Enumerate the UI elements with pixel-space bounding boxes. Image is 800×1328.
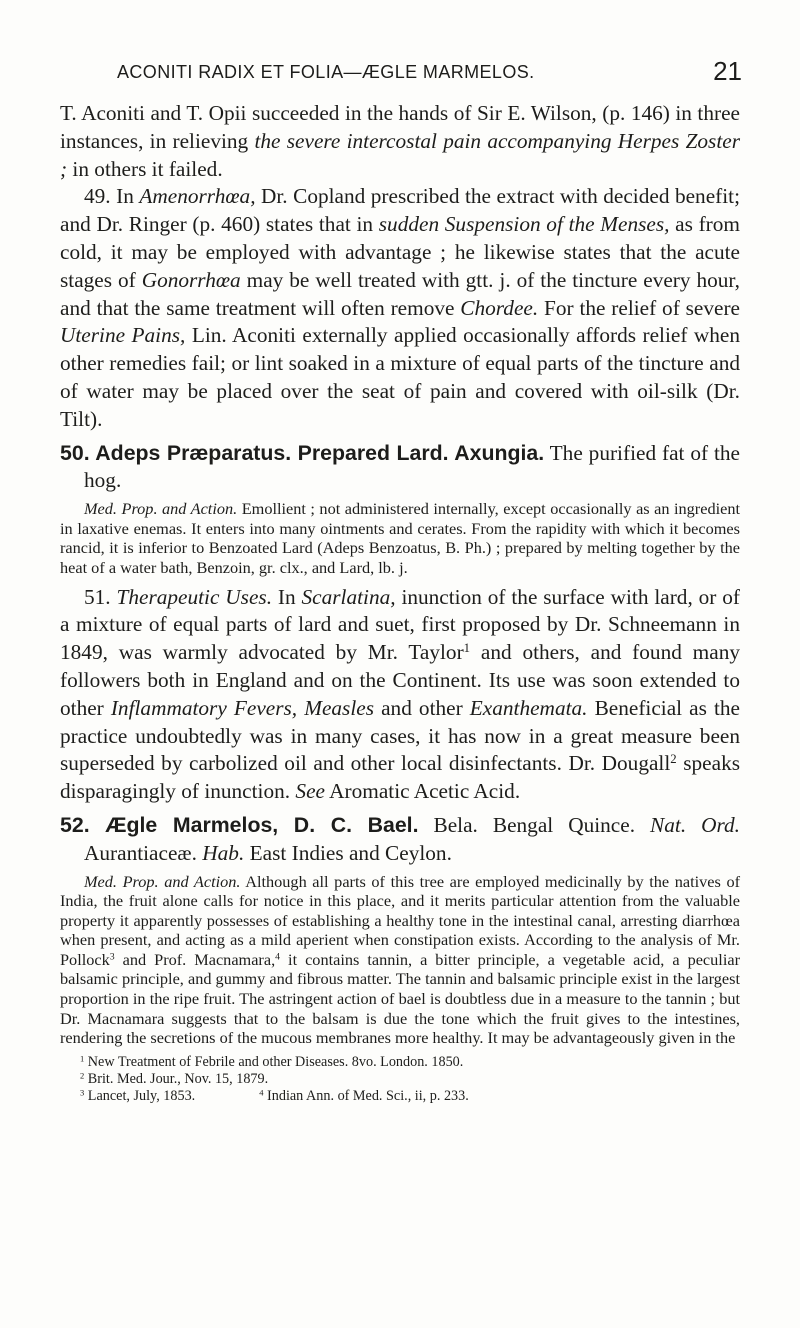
footnotes xyxy=(60,1054,740,1106)
footnote-ref: 2 xyxy=(670,752,677,767)
footnote: $^3$ Lancet, July, 1853. xyxy=(80,1087,196,1105)
running-title: ACONITI RADIX ET FOLIA—ÆGLE MARMELOS. xyxy=(117,62,535,82)
footnote: $^4$ Indian Ann. of Med. Sci., ii, p. 233. xyxy=(259,1087,469,1105)
paragraph-aconite-wilson: T. Aconiti and T. Opii succeeded in the hands of Sir E. Wilson, (p. 146) in three instances, in relieving the severe intercostal pain accompanying Herpes Zoster ; in others it failed. xyxy=(60,101,741,181)
body-text xyxy=(60,100,740,1105)
paragraph-51: 51. Therapeutic Uses. In Scarlatina, inunction of the surface with lard, or of a mixture of equal parts of lard and suet, first proposed by Dr. Schneemann in 1849, was warmly advocated by Mr. Taylor$^1$ and others, and found many followers both in England and on the Continent. Its use was soon extended to other Inflammatory Fevers, Measles and other Exanthemata. Beneficial as the practice undoubtedly was in many cases, it has now in a great measure been superseded by carbolized oil and other local disinfectants. Dr. Dougall$^2$ speaks disparagingly of inunction. See Aromatic Acetic Acid. xyxy=(60,584,740,804)
paragraph-49: 49. In Amenorrhœa, Dr. Copland prescribed the extract with decided benefit; and Dr. Ringer (p. 460) states that in sudden Suspension of the Menses, as from cold, it may be employed with advantage ; he likewise states that the acute stages of Gonorrhœa may be well treated with gtt. j. of the tincture every hour, and that the same treatment will often remove Chordee. For the relief of severe Uterine Pains, Lin. Aconiti externally applied occasionally affords relief when other remedies fail; or lint soaked in a mixture of equal parts of the tincture and of water may be placed over the seat of pain and covered with oil-silk (Dr. Tilt). xyxy=(60,184,741,431)
footnote: $^1$ New Treatment of Febrile and other Diseases. 8vo. London. 1850. xyxy=(80,1053,464,1070)
page-number: 21 xyxy=(713,56,742,86)
footnote: $^2$ Brit. Med. Jour., Nov. 15, 1879. xyxy=(80,1070,269,1088)
page-header xyxy=(60,56,742,90)
footnote-ref: 4 xyxy=(275,951,281,963)
footnote-ref: 3 xyxy=(109,951,115,963)
section-heading: 50. Adeps Præparatus. Prepared Lard. Axungia. xyxy=(60,440,545,465)
footnote-ref: 1 xyxy=(463,641,471,656)
footnote-row xyxy=(80,1088,740,1105)
paragraph-52-med-prop: Med. Prop. and Action. Although all parts of this tree are employed medicinally by the natives of India, the fruit alone calls for notice in this place, and it merits particular attention from the valuable property it apparently possesses of establishing a healthy tone in the intestinal canal, arresting diarrhœa when present, and acting as a mild aperient when constipation exists. According to the analysis of Mr. Pollock$^3$ and Prof. Macnamara,$^4$ it contains tannin, a bitter principle, a vegetable acid, a peculiar balsamic principle, and gummy and fibrous matter. The tannin and balsamic principle exist in the largest proportion in the ripe fruit. The astringent action of bael is doubtless due in a measure to the tannin ; but Dr. Macnamara suggests that to the balsam is due the tone which the fruit gives to the intestines, rendering the secretions of the mucous membranes more healthy. It may be advantageously given in the xyxy=(60,871,741,1048)
paragraph-50-med-prop: Med. Prop. and Action. Emollient ; not administered internally, except occasionally as an ingredient in laxative enemas. It enters into many ointments and cerates. From the rapidity with which it becomes rancid, it is inferior to Benzoated Lard (Adeps Benzoatus, B. Ph.) ; prepared by melting together by the heat of a water bath, Benzoin, gr. clx., and Lard, lb. j. xyxy=(60,499,740,577)
heading-50-adeps: 50. Adeps Præparatus. Prepared Lard. Axungia. The purified fat of the hog. xyxy=(60,440,740,493)
section-heading: 52. Ægle Marmelos, D. C. Bael. xyxy=(60,812,419,837)
heading-52-aegle: 52. Ægle Marmelos, D. C. Bael. Bela. Bengal Quince. Nat. Ord. Aurantiaceæ. Hab. East Indies and Ceylon. xyxy=(60,812,740,865)
